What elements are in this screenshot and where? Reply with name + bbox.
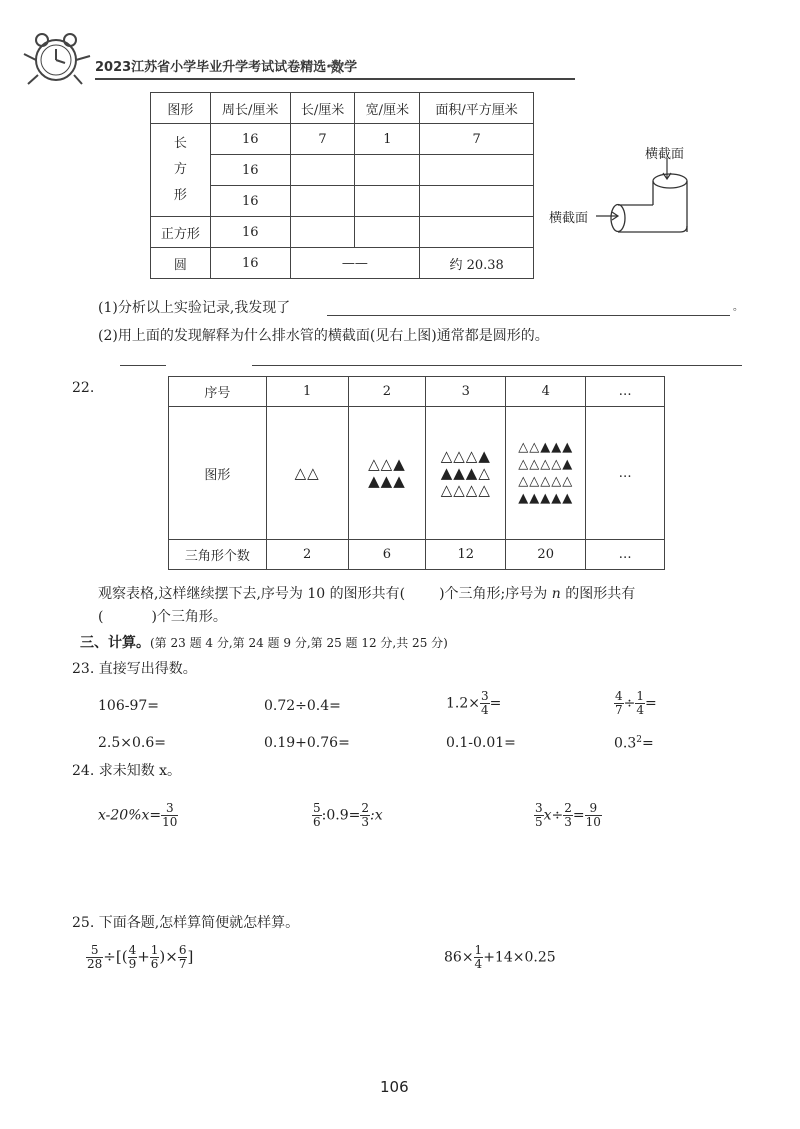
table-row [169, 540, 665, 570]
square-shape-label: 正方形 [151, 217, 211, 248]
fraction: $\frac{5}{28}$ [87, 943, 103, 972]
length-cell [290, 186, 355, 217]
equation-2: $\frac{5}{6}$ :0.9= $\frac{2}{3}$ :x [313, 801, 383, 830]
figure-cell [348, 407, 426, 540]
table-header: 宽/厘米 [355, 93, 420, 124]
count-cell: 2 [266, 540, 348, 570]
area-cell [420, 217, 534, 248]
fraction: $\frac{2}{3}$ [564, 801, 572, 830]
triangle-row: △△△△ [440, 480, 491, 499]
figure-cell: … [586, 407, 665, 540]
table-row [169, 377, 665, 407]
length-cell: 7 [290, 124, 355, 155]
pipe-diagram [600, 168, 700, 248]
length-cell [290, 217, 355, 248]
triangle-row: △△ [294, 463, 320, 482]
expr-072-div-04: 0.72÷0.4= [264, 698, 341, 714]
count-cell: 20 [506, 540, 586, 570]
fraction: $\frac{9}{10}$ [585, 801, 601, 830]
experiment-table [150, 92, 534, 279]
width-cell: 1 [355, 124, 420, 155]
triangle-pattern-table [168, 376, 665, 570]
seq-cell: 4 [506, 377, 586, 407]
perimeter-cell: 16 [210, 124, 290, 155]
row-label: 图形 [169, 407, 267, 540]
width-cell [355, 155, 420, 186]
count-cell: 12 [426, 540, 506, 570]
q24-title: 24. 求未知数 x。 [72, 763, 182, 779]
star-decoration-icon [328, 58, 356, 74]
triangle-row: ▲▲▲ [368, 472, 406, 490]
q21-part2: (2)用上面的发现解释为什么排水管的横截面(见右上图)通常都是圆形的。 [98, 328, 549, 344]
fraction: $\frac{3}{5}$ [535, 801, 543, 830]
q22-number: 22. [72, 380, 95, 396]
clock-mascot-icon [18, 30, 96, 86]
perimeter-cell: 16 [210, 248, 290, 279]
table-header: 周长/厘米 [210, 93, 290, 124]
perimeter-cell: 16 [210, 186, 290, 217]
area-cell: 7 [420, 124, 534, 155]
q21-period: 。 [733, 302, 743, 313]
fraction: $\frac{6}{7}$ [178, 943, 187, 972]
length-width-cell: —— [290, 248, 420, 279]
rect-shape-label: 长 方 形 [151, 124, 211, 217]
triangle-row: △△△△▲ [518, 457, 574, 472]
circle-shape-label: 圆 [151, 248, 211, 279]
length-cell [290, 155, 355, 186]
triangle-row: ▲▲▲▲▲ [518, 491, 574, 506]
figure-cell [426, 407, 506, 540]
expr-12-times-frac: 1.2× $\frac{3}{4}$ = [446, 689, 502, 718]
equation-1: x-20%x= $\frac{3}{10}$ [98, 801, 178, 830]
count-cell: 6 [348, 540, 426, 570]
cross-section-label-top: 横截面 [645, 147, 685, 162]
figure-cell [506, 407, 586, 540]
q23-title: 23. 直接写出得数。 [72, 661, 197, 677]
section3-heading: 三、计算。(第 23 题 4 分,第 24 题 9 分,第 25 题 12 分,共 25 分) [80, 635, 448, 651]
triangle-row: △△△△△ [518, 474, 574, 489]
fraction: $\frac{5}{6}$ [313, 801, 321, 830]
area-cell [420, 155, 534, 186]
fraction: $\frac{4}{7}$ [615, 689, 623, 718]
fraction: $\frac{2}{3}$ [361, 801, 369, 830]
triangle-row: ▲▲▲△ [440, 463, 491, 482]
q21-part1: (1)分析以上实验记录,我发现了 [98, 300, 291, 316]
expr-01-minus-001: 0.1-0.01= [446, 735, 516, 751]
width-cell [355, 217, 420, 248]
table-row [169, 407, 665, 540]
table-header-row [151, 93, 534, 124]
q22-question-line2: ( )个三角形。 [98, 609, 227, 625]
triangle-row: △△△▲ [440, 446, 491, 465]
triangle-row: △△▲ [368, 455, 406, 473]
arrow-icon [662, 158, 672, 180]
expr-25-times-06: 2.5×0.6= [98, 735, 166, 751]
simplify-expr-2: 86× $\frac{1}{4}$ +14×0.25 [444, 943, 556, 972]
header-title: 2023江苏省小学毕业升学考试试卷精选·数学 [95, 60, 358, 75]
fraction: $\frac{1}{4}$ [474, 943, 483, 972]
arrow-icon [596, 211, 620, 221]
table-row [151, 217, 534, 248]
row-label: 序号 [169, 377, 267, 407]
area-cell [420, 186, 534, 217]
answer-line[interactable] [327, 315, 730, 316]
perimeter-cell: 16 [210, 155, 290, 186]
width-cell [355, 186, 420, 217]
seq-cell: … [586, 377, 665, 407]
page-number: 106 [380, 1078, 409, 1096]
header-rule [95, 78, 575, 80]
table-row [151, 124, 534, 155]
table-header: 图形 [151, 93, 211, 124]
triangle-row: △△▲▲▲ [518, 440, 574, 455]
simplify-expr-1: $\frac{5}{28}$ ÷[( $\frac{4}{9}$ + $\frac{1}{6}$ )× $\frac{6}{7}$ ] [87, 943, 194, 972]
area-cell: 约 20.38 [420, 248, 534, 279]
fraction: $\frac{1}{6}$ [150, 943, 159, 972]
table-header: 长/厘米 [290, 93, 355, 124]
row-label: 三角形个数 [169, 540, 267, 570]
seq-cell: 3 [426, 377, 506, 407]
fraction: $\frac{4}{9}$ [128, 943, 137, 972]
expr-106-97: 106-97= [98, 698, 159, 714]
answer-line[interactable] [252, 365, 742, 366]
answer-line[interactable] [120, 365, 166, 366]
perimeter-cell: 16 [210, 217, 290, 248]
table-header: 面积/平方厘米 [420, 93, 534, 124]
figure-cell [266, 407, 348, 540]
count-cell: … [586, 540, 665, 570]
table-row [151, 248, 534, 279]
q22-question-line1: 观察表格,这样继续摆下去,序号为 10 的图形共有( )个三角形;序号为 n 的图形共有 [98, 586, 636, 602]
q25-title: 25. 下面各题,怎样算简便就怎样算。 [72, 915, 300, 931]
fraction: $\frac{3}{10}$ [162, 801, 178, 830]
seq-cell: 2 [348, 377, 426, 407]
seq-cell: 1 [266, 377, 348, 407]
expr-frac-div-frac: $\frac{4}{7}$ ÷ $\frac{1}{4}$ = [615, 689, 657, 718]
cross-section-label-left: 横截面 [549, 211, 589, 226]
equation-3: $\frac{3}{5}$ x÷ $\frac{2}{3}$ = $\frac{9}{10}$ [535, 801, 601, 830]
expr-03-squared: $0.3^2=$ [614, 735, 654, 752]
fraction: $\frac{1}{4}$ [636, 689, 645, 718]
expr-019-plus-076: 0.19+0.76= [264, 735, 350, 751]
fraction: $\frac{3}{4}$ [481, 689, 489, 718]
